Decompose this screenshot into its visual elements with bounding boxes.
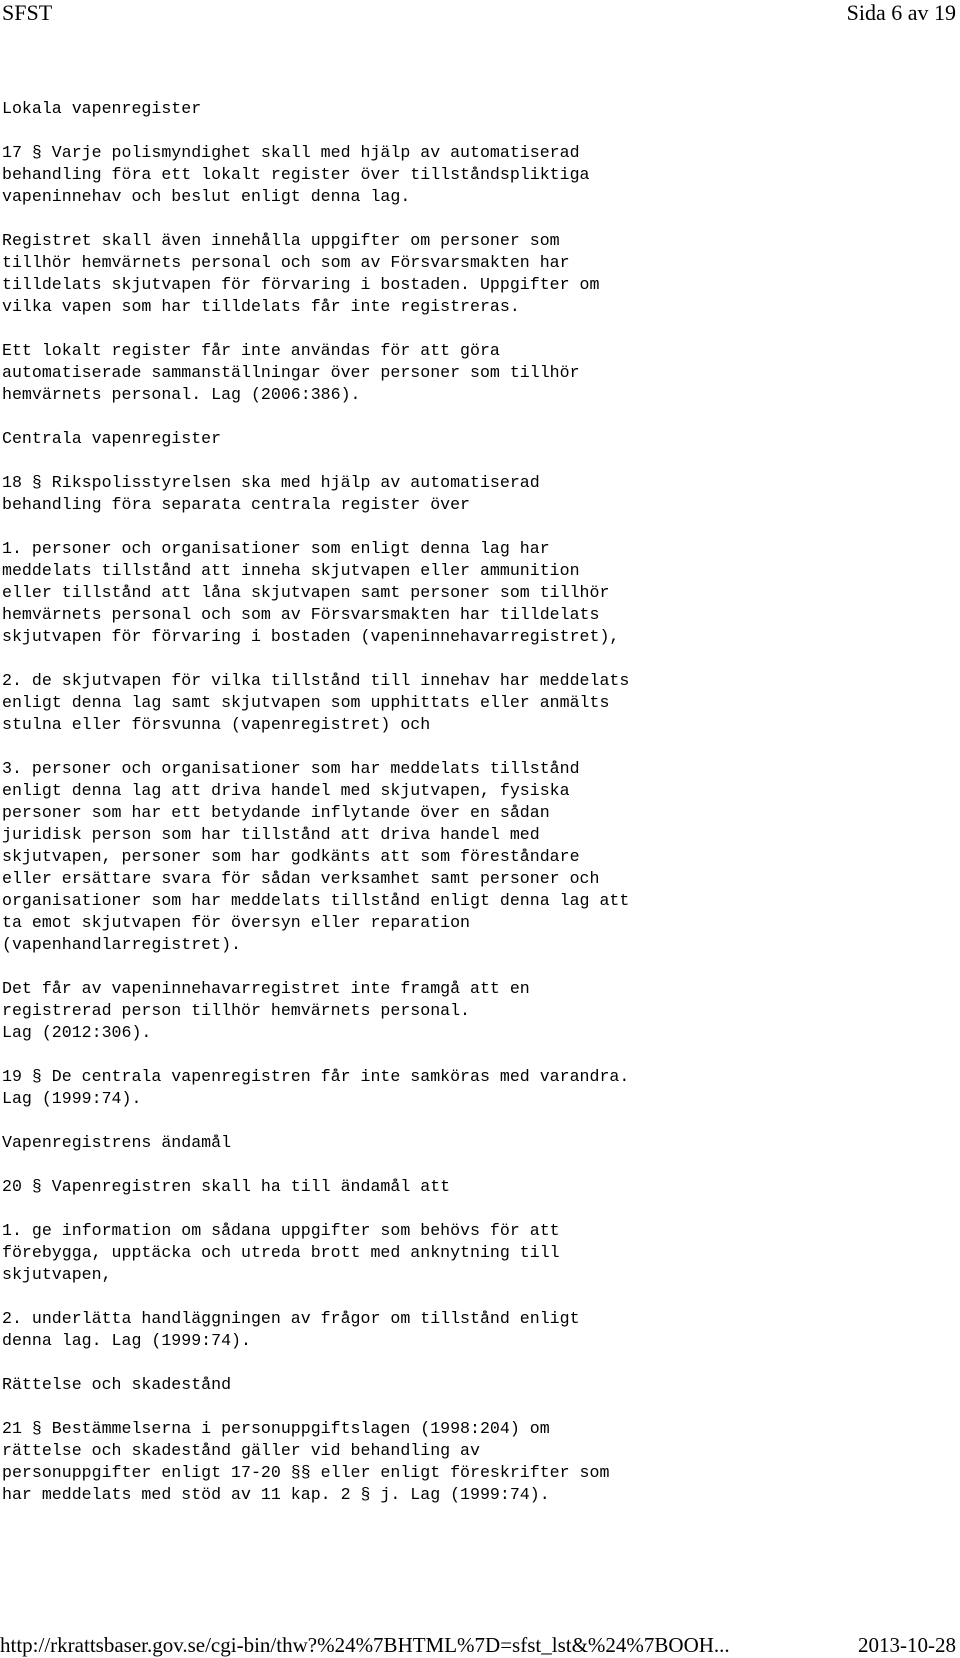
text-line: rättelse och skadestånd gäller vid behandling av	[2, 1441, 480, 1460]
text-line: skjutvapen för förvaring i bostaden (vapeninnehavarregistret),	[2, 627, 620, 646]
text-line: registrerad person tillhör hemvärnets personal.	[2, 1001, 471, 1020]
footer-date: 2013-10-28	[858, 1633, 956, 1657]
text-line: 2. de skjutvapen för vilka tillstånd till innehav har meddelats	[2, 671, 630, 690]
text-line: tilldelats skjutvapen för förvaring i bostaden. Uppgifter om	[2, 275, 600, 294]
text-line: eller tillstånd att låna skjutvapen samt personer som tillhör	[2, 583, 610, 602]
paragraph-18-part-2	[2, 978, 952, 1044]
text-line: 2. underlätta handläggningen av frågor om tillstånd enligt	[2, 1309, 580, 1328]
text-line: 1. ge information om sådana uppgifter som behövs för att	[2, 1221, 560, 1240]
text-line: automatiserade sammanställningar över personer som tillhör	[2, 363, 580, 382]
text-line: meddelats tillstånd att inneha skjutvapen eller ammunition	[2, 561, 580, 580]
text-line: hemvärnets personal och som av Försvarsmakten har tilldelats	[2, 605, 600, 624]
text-line: skjutvapen,	[2, 1265, 112, 1284]
text-line: 3. personer och organisationer som har meddelats tillstånd	[2, 759, 580, 778]
paragraph-18	[2, 472, 952, 516]
text-line: vapeninnehav och beslut enligt denna lag.	[2, 187, 411, 206]
text-line: behandling föra separata centrala register över	[2, 495, 471, 514]
text-line: hemvärnets personal. Lag (2006:386).	[2, 385, 361, 404]
text-line: 18 § Rikspolisstyrelsen ska med hjälp av automatiserad	[2, 473, 540, 492]
text-line: tillhör hemvärnets personal och som av Försvarsmakten har	[2, 253, 570, 272]
text-line: Registret skall även innehålla uppgifter om personer som	[2, 231, 560, 250]
paragraph-17	[2, 142, 952, 208]
text-line: organisationer som har meddelats tillstånd enligt denna lag att	[2, 891, 630, 910]
text-line: 17 § Varje polismyndighet skall med hjälp av automatiserad	[2, 143, 580, 162]
paragraph-21	[2, 1418, 952, 1506]
text-line: skjutvapen, personer som har godkänts att som föreståndare	[2, 847, 580, 866]
text-line: Lag (1999:74).	[2, 1089, 142, 1108]
text-line: 21 § Bestämmelserna i personuppgiftslagen (1998:204) om	[2, 1419, 550, 1438]
paragraph-19	[2, 1066, 952, 1110]
paragraph-18-item-2	[2, 670, 952, 736]
text-line: personer som har ett betydande inflytande över en sådan	[2, 803, 550, 822]
text-line: 20 § Vapenregistren skall ha till ändamål att	[2, 1177, 451, 1196]
section-heading: Vapenregistrens ändamål	[2, 1133, 232, 1152]
paragraph-18-item-3	[2, 758, 952, 956]
section-heading: Lokala vapenregister	[2, 99, 202, 118]
text-line: (vapenhandlarregistret).	[2, 935, 241, 954]
text-line: eller ersättare svara för sådan verksamhet samt personer och	[2, 869, 600, 888]
text-line: enligt denna lag samt skjutvapen som upphittats eller anmälts	[2, 693, 610, 712]
text-line: juridisk person som har tillstånd att driva handel med	[2, 825, 540, 844]
text-line: stulna eller försvunna (vapenregistret) och	[2, 715, 431, 734]
text-line: personuppgifter enligt 17-20 §§ eller enligt föreskrifter som	[2, 1463, 610, 1482]
paragraph-20	[2, 1176, 952, 1198]
text-line: 19 § De centrala vapenregistren får inte samköras med varandra.	[2, 1067, 630, 1086]
text-line: ta emot skjutvapen för översyn eller reparation	[2, 913, 471, 932]
document-body	[2, 98, 952, 1506]
text-line: 1. personer och organisationer som enligt denna lag har	[2, 539, 550, 558]
paragraph-17-part-3	[2, 340, 952, 406]
footer-url: http://rkrattsbaser.gov.se/cgi-bin/thw?%24%7BHTML%7D=sfst_lst&%24%7BOOH...	[0, 1633, 730, 1657]
text-line: Lag (2012:306).	[2, 1023, 152, 1042]
paragraph-17-part-2	[2, 230, 952, 318]
header-doc-code: SFST	[2, 0, 53, 25]
header-page-number: Sida 6 av 19	[846, 0, 956, 25]
paragraph-18-item-1	[2, 538, 952, 648]
paragraph-20-item-1	[2, 1220, 952, 1286]
section-heading: Rättelse och skadestånd	[2, 1375, 232, 1394]
text-line: förebygga, upptäcka och utreda brott med anknytning till	[2, 1243, 560, 1262]
text-line: Ett lokalt register får inte användas för att göra	[2, 341, 500, 360]
text-line: Det får av vapeninnehavarregistret inte framgå att en	[2, 979, 530, 998]
section-heading: Centrala vapenregister	[2, 429, 222, 448]
text-line: denna lag. Lag (1999:74).	[2, 1331, 251, 1350]
text-line: har meddelats med stöd av 11 kap. 2 § j. Lag (1999:74).	[2, 1485, 550, 1504]
paragraph-20-item-2	[2, 1308, 952, 1352]
text-line: behandling föra ett lokalt register över tillståndspliktiga	[2, 165, 590, 184]
text-line: vilka vapen som har tilldelats får inte registreras.	[2, 297, 520, 316]
text-line: enligt denna lag att driva handel med skjutvapen, fysiska	[2, 781, 570, 800]
